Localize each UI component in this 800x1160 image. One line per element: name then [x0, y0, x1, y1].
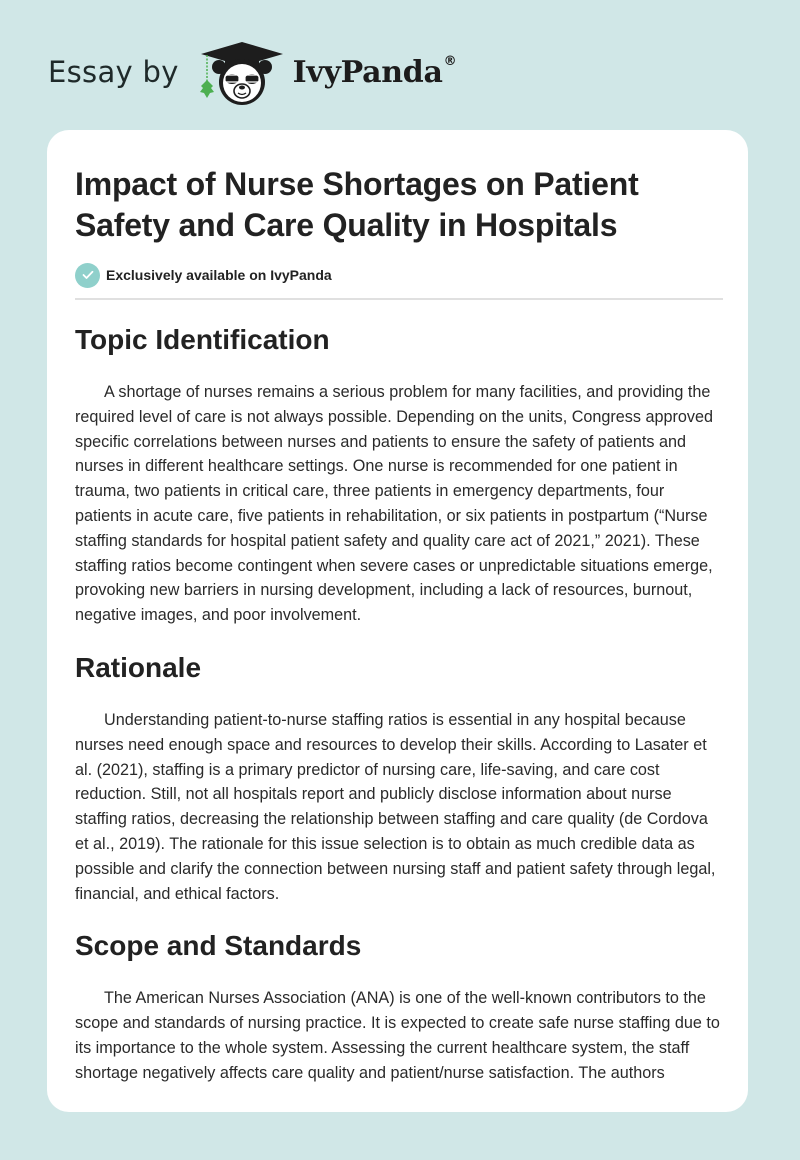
panda-graduate-logo-icon[interactable] [199, 36, 285, 108]
essay-content [75, 130, 723, 1086]
exclusive-badge [75, 262, 723, 288]
brand-header [48, 36, 456, 108]
registered-mark: ® [443, 53, 457, 69]
section-body-topic-identification: A shortage of nurses remains a serious problem for many facilities, and providing the required level of care is not always possible. Depending on the units, Congress approved specific correlations between nurses and patients to ensure the safety of patients and nurses in different healthcare settings. One nurse is recommended for one patient in trauma, two patients in critical care, three patients in emergency departments, four patients in acute care, five patients in rehabilitation, or six patients in postpartum (“Nurse staffing standards for hospital patient safety and quality care act of 2021,” 2021). These staffing ratios become contingent when severe cases or unpredictable situations emerge, provoking new barriers in nursing development, including a lack of resources, burnout, negative images, and poor involvement. [75, 383, 713, 625]
brand-prefix: Essay by [48, 55, 179, 89]
divider [75, 298, 723, 300]
essay-card [47, 130, 748, 1112]
check-circle-icon [75, 263, 100, 288]
section-body-rationale: Understanding patient-to-nurse staffing ratios is essential in any hospital because nurses need enough space and resources to develop their skills. According to Lasater et al. (2021), staffing is a primary predictor of nursing care, life-saving, and care cost reduction. Still, not all hospitals report and publicly disclose information about nurse staffing ratios, decreasing the relationship between staffing and care quality (de Cordova et al., 2019). The rationale for this issue selection is to obtain as much credible data as possible and clarify the connection between nursing staff and patient safety through legal, financial, and ethical factors. [75, 710, 716, 903]
section-body-scope-and-standards: The American Nurses Association (ANA) is one of the well-known contributors to the scope and standards of nursing practice. It is expected to create safe nurse staffing due to its importance to the whole system. Assessing the current healthcare system, the staff shortage negatively affects care quality and patient/nurse satisfaction. The authors [75, 989, 720, 1082]
section-heading-rationale: Rationale [75, 651, 202, 683]
brand-name[interactable]: IvyPanda® [292, 53, 457, 90]
page-title: Impact of Nurse Shortages on Patient Safety and Care Quality in Hospitals [75, 166, 639, 243]
section-heading-scope-and-standards: Scope and Standards [75, 930, 362, 962]
section-heading-topic-identification: Topic Identification [75, 324, 330, 355]
exclusive-label: Exclusively available on IvyPanda [106, 267, 332, 283]
